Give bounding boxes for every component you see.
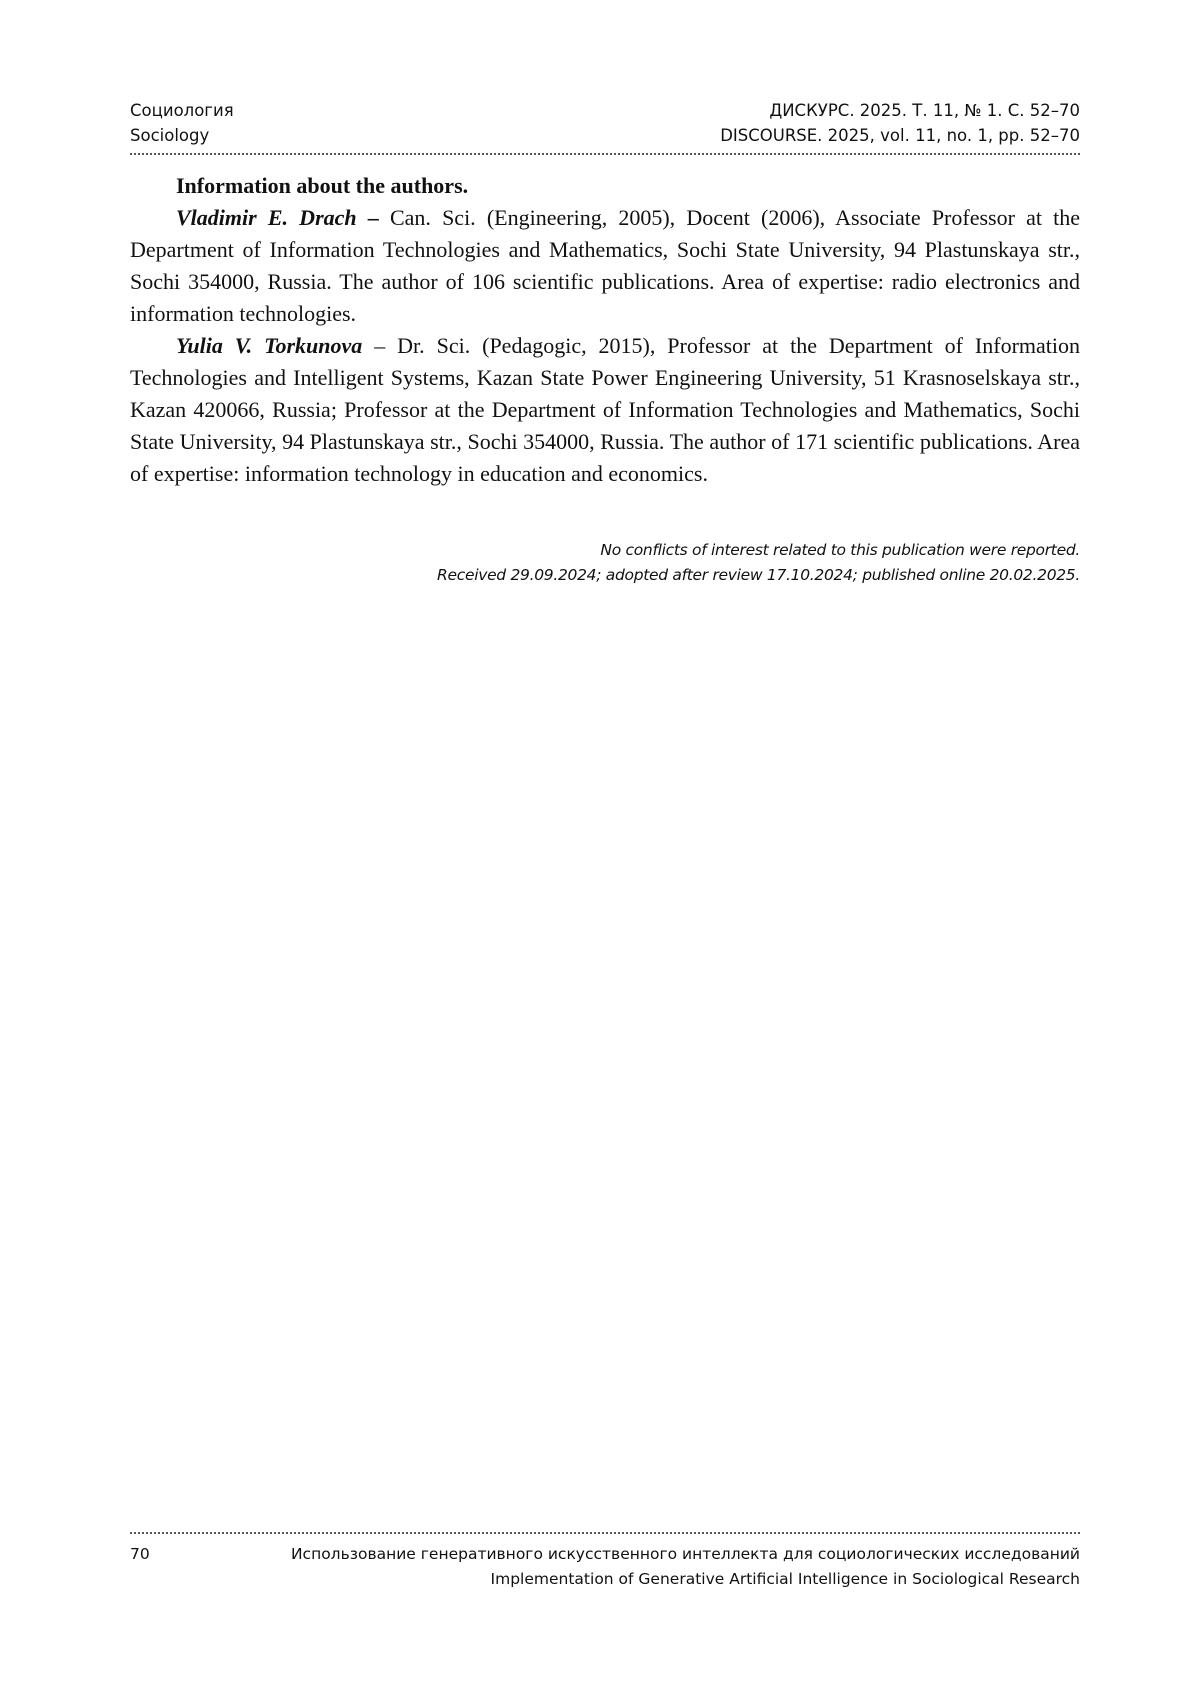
author-separator: –	[356, 205, 390, 230]
footer-divider	[130, 1532, 1080, 1534]
footer-title-ru: Использование генеративного искусственного интеллекта для социологических исследований	[290, 1545, 1080, 1563]
header-citation-en: DISCOURSE. 2025, vol. 11, no. 1, pp. 52–70	[720, 126, 1080, 145]
section-heading: Information about the authors.	[176, 173, 469, 198]
footer-row-2	[130, 1567, 1080, 1592]
footer-title-en: Implementation of Generative Artificial Intelligence in Sociological Research	[490, 1570, 1080, 1588]
author-bio: Dr. Sci. (Pedagogic, 2015), Professor at the Department of Information Technologies and Intelligent Systems, Kazan State Power Engineering University, 51 Krasnoselskaya str., Kazan 420066, Russia; Professor at the Department of Information Technologies and Mathematics, Sochi State University, 94 Plastunskaya str., Sochi 354000, Russia. The author of 171 scientific publications. Area of expertise: information technology in education and economics.	[130, 333, 1081, 486]
running-header	[130, 98, 1080, 148]
author-bio: Can. Sci. (Engineering, 2005), Docent (2006), Associate Professor at the Department of Information Technologies and Mathematics, Sochi State University, 94 Plastunskaya str., Sochi 354000, Russia. The author of 106 scientific publications. Area of expertise: radio electronics and information technologies.	[130, 205, 1081, 326]
publication-notes	[130, 538, 1080, 588]
page-number: 70	[130, 1545, 150, 1563]
header-section-ru: Социология	[130, 101, 234, 120]
author-entry	[130, 202, 1080, 330]
authors-section	[130, 170, 1080, 490]
footer-row-1	[130, 1542, 1080, 1567]
header-citation-ru: ДИСКУРС. 2025. Т. 11, № 1. С. 52–70	[769, 101, 1080, 120]
author-separator: –	[362, 333, 398, 358]
running-footer	[130, 1542, 1080, 1592]
dates-note: Received 29.09.2024; adopted after review 17.10.2024; published online 20.02.2025.	[437, 566, 1080, 584]
header-row-1	[130, 98, 1080, 123]
author-name: Yulia V. Torkunova	[176, 333, 363, 358]
author-entry	[130, 330, 1080, 490]
footer-spacer	[130, 1567, 491, 1592]
author-name: Vladimir E. Drach	[176, 205, 357, 230]
header-row-2	[130, 123, 1080, 148]
header-section-en: Sociology	[130, 126, 210, 145]
header-divider	[130, 153, 1080, 155]
conflicts-note: No conflicts of interest related to this publication were reported.	[600, 541, 1080, 559]
